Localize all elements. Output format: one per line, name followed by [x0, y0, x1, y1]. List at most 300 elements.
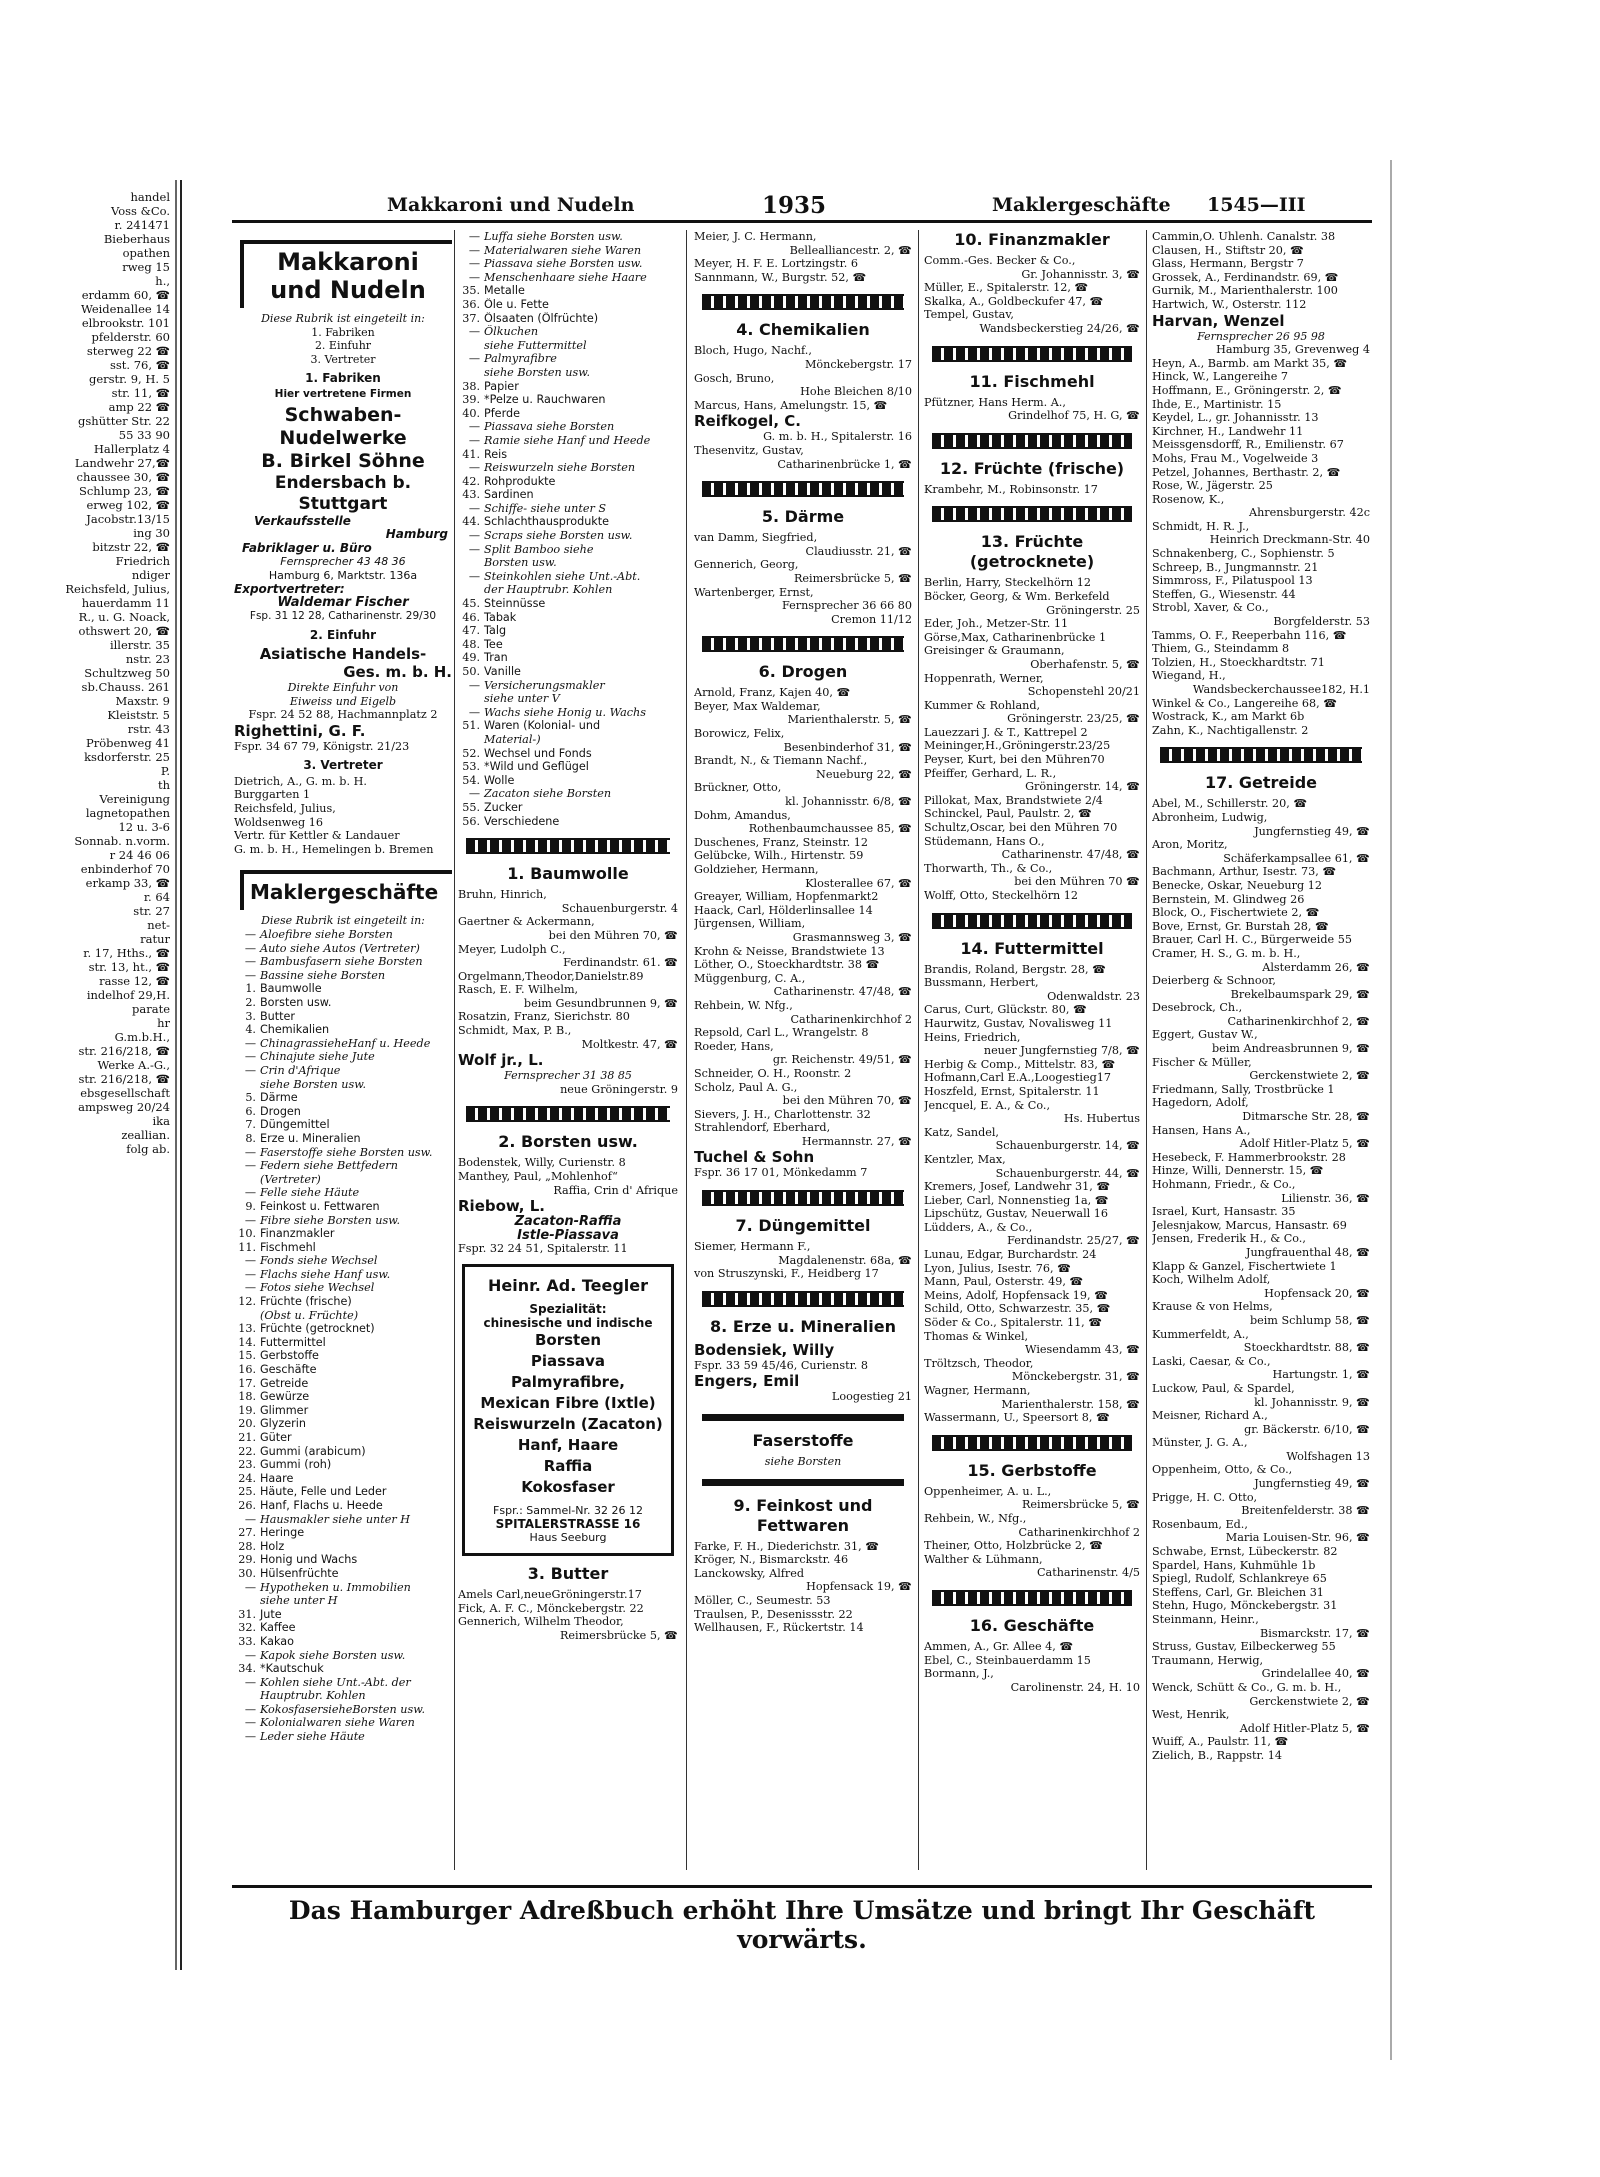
category-label: siehe Borsten usw. [484, 365, 590, 379]
category-number: — [244, 1580, 256, 1594]
category-item [234, 996, 452, 1010]
list-entry: Meyer, Ludolph C., [458, 942, 566, 956]
category-item [458, 815, 678, 829]
category-item [458, 420, 678, 434]
text-line: r 24 46 06 [109, 848, 170, 862]
fischer-name: Waldemar Fischer [277, 595, 409, 611]
category-item [234, 928, 452, 942]
category-item [234, 1513, 452, 1527]
list-entry: Rose, W., Jägerstr. 25 [1152, 479, 1273, 493]
list-entry: Thiem, G., Steindamm 8 [1152, 642, 1290, 656]
header-year: 1935 [762, 192, 827, 219]
list-entry: Müggenburg, C. A., [694, 971, 806, 985]
text-line: Hanf, Haare [517, 1436, 619, 1455]
list-entry: Catharinenkirchhof 2, ☎ [1227, 1014, 1370, 1028]
category-label: Material-) [484, 732, 541, 746]
category-number: 47. [462, 624, 480, 638]
list-entry: Bachmann, Arthur, Isestr. 73, ☎ [1152, 865, 1337, 879]
list-entry: Gröningerstr. 25 [1046, 603, 1140, 617]
list-entry: Brekelbaumspark 29, ☎ [1230, 987, 1370, 1001]
text-line: h., [155, 274, 170, 288]
list-entry: Sannmann, W., Burgstr. 52, ☎ [694, 270, 867, 284]
category-label: Drogen [260, 1104, 301, 1118]
text-line: r. 64 [143, 890, 170, 904]
category-item [234, 1241, 452, 1255]
category-number: 41. [462, 447, 480, 461]
list-entry: Claudiusstr. 21, ☎ [805, 544, 912, 558]
text-line: Friedrich [115, 554, 170, 568]
category-number: 16. [238, 1363, 256, 1377]
text-line: 1. Fabriken [311, 325, 375, 339]
text-line: ksdorferstr. 25 [84, 750, 170, 764]
category-item [458, 298, 678, 312]
category-label: Glyzerin [260, 1417, 306, 1431]
text-line: Mexican Fibre (Ixtle) [480, 1394, 656, 1413]
text-line: str. 216/218, ☎ [78, 1044, 170, 1058]
category-number: 49. [462, 651, 480, 665]
category-item [234, 1390, 452, 1404]
category-number: 55. [462, 800, 480, 814]
text-line: r. 17, Hths., ☎ [83, 946, 170, 960]
text-line: R., u. G. Noack, [78, 610, 170, 624]
category-number: 33. [238, 1634, 256, 1648]
section-fischmehl-title: 11. Fischmehl [969, 371, 1095, 391]
list-entry: Siemer, Hermann F., [694, 1240, 811, 1254]
category-label: Kaffee [260, 1621, 296, 1635]
category-number: 32. [238, 1621, 256, 1635]
category-number: — [244, 1145, 256, 1159]
category-number: 14. [238, 1335, 256, 1349]
category-item [234, 1132, 452, 1146]
list-entry: Bismarckstr. 17, ☎ [1260, 1626, 1370, 1640]
category-label: *Kautschuk [260, 1662, 324, 1676]
category-label: Crin d'Afrique [260, 1063, 341, 1077]
category-number: 54. [462, 773, 480, 787]
list-entry: Manthey, Paul, „Mohlenhof“ [458, 1170, 618, 1184]
list-entry: Marcus, Hans, Amelungstr. 15, ☎ [694, 398, 888, 412]
ornament-divider [466, 838, 670, 854]
list-entry: Schmidt, H. R. J., [1152, 519, 1250, 533]
column-divider [454, 230, 455, 1870]
text-line: rweg 15 [122, 260, 170, 274]
list-entry: Grindelhof 75, H. G, ☎ [1008, 409, 1140, 423]
category-label: Zacaton siehe Borsten [484, 787, 612, 801]
category-item [458, 461, 678, 475]
makler-box-title: Maklergeschäfte [250, 880, 439, 905]
list-entry: Pfeiffer, Gerhard, L. R., [924, 766, 1057, 780]
teegler-building: Haus Seeburg [529, 1531, 607, 1545]
category-number: 42. [462, 474, 480, 488]
category-number: 30. [238, 1566, 256, 1580]
category-item [234, 1227, 452, 1241]
list-entry: Hoffmann, E., Gröningerstr. 2, ☎ [1152, 383, 1342, 397]
category-item [234, 1526, 452, 1540]
schwaben-phone: Fernsprecher 43 48 36 [280, 555, 406, 569]
category-item [458, 597, 678, 611]
category-label: Pferde [484, 406, 520, 420]
list-entry: Gosch, Bruno, [694, 371, 775, 385]
list-entry: Gaertner & Ackermann, [458, 915, 595, 929]
list-entry: Tamms, O. F., Reeperbahn 116, ☎ [1152, 628, 1347, 642]
list-entry: Bodenstek, Willy, Curienstr. 8 [458, 1156, 626, 1170]
borsten-list [458, 1156, 678, 1197]
category-number: 8. [245, 1131, 256, 1145]
category-number: 45. [462, 597, 480, 611]
section-gerbstoffe-title: 15. Gerbstoffe [967, 1460, 1097, 1480]
list-entry: Greisinger & Graumann, [924, 644, 1065, 658]
text-line: Sonnab. n.vorm. [74, 834, 170, 848]
category-label: Tran [484, 651, 508, 665]
list-entry: Hermannstr. 27, ☎ [801, 1134, 912, 1148]
list-entry: Oppenheimer, A. u. L., [924, 1484, 1052, 1498]
list-entry: Fischer & Müller, [1152, 1055, 1252, 1069]
list-entry: Grasmannsweg 3, ☎ [792, 930, 912, 944]
list-entry: Dohm, Amandus, [694, 808, 791, 822]
column-4 [924, 230, 1140, 1870]
list-entry: Rosatzin, Franz, Sierichstr. 80 [458, 1010, 630, 1024]
category-label: Bambusfasern siehe Borsten [260, 955, 423, 969]
category-item [458, 312, 678, 326]
category-number: — [468, 705, 480, 719]
list-entry: West, Henrik, [1152, 1708, 1230, 1722]
list-entry: Schauenburgerstr. 4 [561, 901, 678, 915]
category-label: Leder siehe Häute [260, 1730, 365, 1744]
righettini-name: Righettini, G. F. [234, 721, 366, 740]
scan-edge [1390, 160, 1392, 2060]
category-number: — [468, 461, 480, 475]
category-label: Futtermittel [260, 1335, 326, 1349]
category-label: Ölkuchen [484, 325, 539, 339]
list-entry: Catharinenstr. 4/5 [1036, 1566, 1140, 1580]
category-label: Heringe [260, 1526, 305, 1540]
category-label: Waren (Kolonial- und [484, 719, 601, 733]
list-entry: Brandt, N., & Tiemann Nachf., [694, 754, 868, 768]
text-line: Reichsfeld, Julius, [234, 802, 336, 816]
list-entry: Kröger, N., Bismarckstr. 46 [694, 1553, 849, 1567]
verkaufsstelle-label: Verkaufsstelle [254, 513, 351, 528]
category-number: — [468, 325, 480, 339]
category-item [234, 1581, 452, 1595]
category-label: Flachs siehe Hanf usw. [260, 1267, 391, 1281]
list-entry: Gröningerstr. 14, ☎ [1025, 780, 1140, 794]
header-right-title: Maklergeschäfte [992, 194, 1171, 216]
list-entry: Catharinenbrücke 1, ☎ [777, 457, 912, 471]
reifkogel-name: Reifkogel, C. [694, 412, 801, 431]
category-item [234, 1186, 452, 1200]
wolf-address: neue Gröningerstr. 9 [560, 1082, 678, 1096]
category-label: Aloefibre siehe Borsten [260, 928, 393, 942]
category-label: Kapok siehe Borsten usw. [260, 1648, 406, 1662]
list-entry: Breitenfelderstr. 38 ☎ [1241, 1504, 1370, 1518]
category-item [234, 1010, 452, 1024]
list-entry: Spiegl, Rudolf, Schlankreye 65 [1152, 1572, 1327, 1586]
list-entry: Thesenvitz, Gustav, [694, 443, 804, 457]
category-item [234, 1472, 452, 1486]
list-entry: Kremers, Josef, Landwehr 31, ☎ [924, 1180, 1111, 1194]
list-entry: Görse,Max, Catharinenbrücke 1 [924, 630, 1107, 644]
list-entry: Stehn, Hugo, Mönckebergstr. 31 [1152, 1599, 1338, 1613]
ornament-divider [702, 1190, 904, 1206]
list-entry: Tröltzsch, Theodor, [924, 1356, 1034, 1370]
fischer-phone: Fsp. 31 12 28, Catharinenstr. 29/30 [249, 609, 437, 622]
butter-list-cont [694, 230, 912, 284]
list-entry: Scholz, Paul A. G., [694, 1080, 798, 1094]
category-item [458, 284, 678, 298]
category-label: Hanf, Flachs u. Heede [260, 1498, 383, 1512]
category-item [234, 1540, 452, 1554]
section-futtermittel-title: 14. Futtermittel [960, 938, 1104, 958]
category-item [234, 1485, 452, 1499]
section-baumwolle-title: 1. Baumwolle [507, 864, 629, 884]
asiatische-desc-1: Direkte Einfuhr von [287, 680, 399, 694]
futtermittel-list [924, 963, 1140, 1425]
list-entry: Hofmann,Carl E.A.,Loogestieg17 [924, 1071, 1112, 1085]
list-entry: Israel, Kurt, Hansastr. 35 [1152, 1205, 1296, 1219]
feinkost-list [694, 1540, 912, 1635]
category-number: — [244, 1702, 256, 1716]
category-item [234, 955, 452, 969]
category-number: — [244, 1213, 256, 1227]
faserstoffe-ref: siehe Borsten [764, 1455, 842, 1469]
list-entry: Zahn, K., Nachtigallenstr. 2 [1152, 723, 1309, 737]
category-number: — [244, 941, 256, 955]
category-item [234, 1091, 452, 1105]
category-label: Chinajute siehe Jute [260, 1050, 375, 1064]
category-label: Gummi (arabicum) [260, 1444, 366, 1458]
list-entry: Sievers, J. H., Charlottenstr. 32 [694, 1107, 871, 1121]
text-line: Burggarten 1 [234, 788, 311, 802]
category-number: 31. [238, 1607, 256, 1621]
category-item [234, 1064, 452, 1078]
category-label: Rohprodukte [484, 474, 556, 488]
category-item [458, 380, 678, 394]
text-line: 55 33 90 [118, 428, 170, 442]
bodensiek-name: Bodensiek, Willy [694, 1340, 835, 1359]
list-entry: Möller, C., Seumestr. 53 [694, 1594, 831, 1607]
category-number: 29. [238, 1553, 256, 1567]
ornament-divider [932, 913, 1132, 929]
category-number: 20. [238, 1417, 256, 1431]
category-label: Feinkost u. Fettwaren [260, 1199, 380, 1213]
list-entry: Catharinenstr. 47/48, ☎ [1001, 848, 1140, 862]
category-number: 1. [245, 982, 256, 996]
category-item [234, 1349, 452, 1363]
wolf-phone: Fernsprecher 31 38 85 [504, 1069, 632, 1083]
category-item [458, 529, 678, 543]
harvan-address: Hamburg 35, Grevenweg 4 [1216, 343, 1370, 357]
category-label: Baumwolle [260, 982, 322, 996]
list-entry: Haack, Carl, Hölderlinsallee 14 [694, 903, 873, 917]
category-item [458, 733, 678, 747]
list-entry: Hesebeck, F. Hammerbrookstr. 28 [1152, 1150, 1346, 1164]
category-label: Tee [484, 637, 503, 651]
ornament-divider [702, 481, 904, 497]
section-chemikalien-title: 4. Chemikalien [736, 320, 870, 340]
fruechte-getrocknet-list [924, 576, 1140, 902]
category-item [458, 515, 678, 529]
list-entry: Klapp & Ganzel, Fischertwiete 1 [1152, 1259, 1337, 1273]
category-item [458, 244, 678, 258]
category-number: — [244, 1159, 256, 1173]
category-item [458, 570, 678, 584]
category-number: 51. [462, 719, 480, 733]
category-label: Getreide [260, 1376, 309, 1390]
list-entry: Jungfernstieg 49, ☎ [1254, 1477, 1370, 1491]
category-number: — [244, 928, 256, 942]
list-entry: Hopfensack 20, ☎ [1264, 1286, 1370, 1300]
category-number: 15. [238, 1349, 256, 1363]
category-label: Chemikalien [260, 1023, 330, 1037]
rubric-intro: Diese Rubrik ist eingeteilt in: [261, 312, 425, 325]
makkaroni-box-header [240, 240, 452, 308]
category-item [234, 982, 452, 996]
list-entry: Hagedorn, Adolf, [1152, 1096, 1249, 1110]
category-item [234, 1458, 452, 1472]
category-item [234, 1037, 452, 1051]
category-label: siehe Borsten usw. [260, 1077, 366, 1091]
category-item [234, 1417, 452, 1431]
category-label: Honig und Wachs [260, 1553, 358, 1567]
category-label: Split Bamboo siehe [484, 542, 594, 556]
list-entry: Mohs, Frau M., Vogelweide 3 [1152, 451, 1319, 465]
list-entry: Meyer, H. F. E. Lortzingstr. 6 [694, 257, 858, 271]
list-entry: Lanckowsky, Alfred [694, 1566, 805, 1580]
list-entry: Krohn & Neisse, Brandstwiete 13 [694, 944, 885, 958]
category-number: 24. [238, 1471, 256, 1485]
category-item [458, 611, 678, 625]
list-entry: Struss, Gustav, Eilbeckerweg 55 [1152, 1640, 1336, 1654]
category-item [458, 339, 678, 353]
list-entry: Thomas & Winkel, [924, 1329, 1029, 1343]
category-label: Federn siehe Bettfedern [260, 1159, 398, 1173]
text-line: zeallian. [121, 1128, 170, 1142]
list-entry: Petzel, Johannes, Berthastr. 2, ☎ [1152, 465, 1341, 479]
list-entry: Desebrock, Ch., [1152, 1001, 1243, 1015]
list-entry: Hinze, Willi, Dennerstr. 15, ☎ [1152, 1164, 1324, 1178]
section-duengemittel-title: 7. Düngemittel [735, 1216, 871, 1236]
list-entry: G. m. b. H., Spitalerstr. 16 [763, 430, 912, 444]
category-number: 56. [462, 814, 480, 828]
list-entry: Keydel, L., gr. Johannisstr. 13 [1152, 411, 1319, 425]
category-label: Gerbstoffe [260, 1349, 319, 1363]
teegler-spezialitaet: Spezialität: [529, 1302, 607, 1316]
list-entry: Heyn, A., Barmb. am Markt 35, ☎ [1152, 356, 1348, 370]
ornament-divider [932, 506, 1132, 522]
category-number: 53. [462, 760, 480, 774]
list-entry: bei den Mühren 70, ☎ [782, 1094, 912, 1108]
text-line: pfelderstr. 60 [91, 330, 170, 344]
list-entry: Jensen, Frederik H., & Co., [1152, 1232, 1306, 1246]
column-5 [1152, 230, 1370, 1870]
list-entry: Traumann, Herwig, [1152, 1653, 1264, 1667]
section-faserstoffe-title: Faserstoffe [752, 1431, 854, 1451]
category-item [458, 719, 678, 733]
section-einfuhr-title: 2. Einfuhr [309, 628, 377, 643]
category-label: Gewürze [260, 1390, 310, 1404]
category-label: Bassine siehe Borsten [260, 968, 386, 982]
list-entry: Tolzien, H., Stoeckhardtstr. 71 [1152, 655, 1325, 669]
list-entry: Clausen, H., Stiftstr 20, ☎ [1152, 243, 1304, 257]
text-line: Vereinigung [99, 792, 170, 806]
category-item [234, 969, 452, 983]
section-butter-title: 3. Butter [527, 1563, 609, 1583]
category-item [458, 665, 678, 679]
category-label: Hülsenfrüchte [260, 1566, 339, 1580]
list-entry: Duschenes, Franz, Steinstr. 12 [694, 835, 868, 849]
list-entry: Strobl, Xaver, & Co., [1152, 601, 1269, 615]
text-line: Hallerplatz 4 [93, 442, 170, 456]
category-label: Piassava siehe Borsten [484, 420, 615, 434]
teegler-chin-ind: chinesische und indische [483, 1315, 653, 1330]
text-line: Pröbenweg 41 [85, 736, 170, 750]
vertreter-list [234, 775, 452, 857]
category-number: 50. [462, 665, 480, 678]
category-number: 39. [462, 393, 480, 407]
category-label: Fotos siehe Wechsel [260, 1281, 375, 1295]
category-item [234, 1214, 452, 1228]
category-number: — [468, 230, 480, 243]
list-entry: Hoppenrath, Werner, [924, 671, 1044, 685]
category-label: Früchte (frische) [260, 1295, 352, 1309]
engers-address: Loogestieg 21 [831, 1390, 912, 1404]
list-entry: Lieber, Carl, Nonnenstieg 1a, ☎ [924, 1193, 1109, 1207]
category-number: 52. [462, 746, 480, 760]
category-item [458, 271, 678, 285]
category-item [458, 488, 678, 502]
section-fabriken-title: 1. Fabriken [305, 371, 381, 386]
list-entry: Laski, Caesar, & Co., [1152, 1354, 1271, 1368]
category-number: — [244, 1648, 256, 1662]
list-entry: Thorwarth, Th., & Co., [924, 861, 1053, 875]
category-item [234, 1635, 452, 1649]
text-line: handel [130, 190, 170, 204]
category-item [458, 692, 678, 706]
finanzmakler-list [924, 254, 1140, 336]
list-entry: Adolf Hitler-Platz 5, ☎ [1239, 1721, 1370, 1735]
list-entry: bei den Mühren 70 ☎ [1014, 875, 1140, 889]
previous-page-text [0, 190, 170, 1156]
category-number: — [468, 542, 480, 556]
category-label: *Pelze u. Rauchwaren [484, 393, 606, 407]
list-entry: gr. Reichenstr. 49/51, ☎ [772, 1053, 912, 1067]
category-item [458, 638, 678, 652]
column-divider [1146, 230, 1147, 1870]
columns [232, 230, 1372, 1870]
list-entry: Cramer, H. S., G. m. b. H., [1152, 946, 1301, 960]
category-item [234, 1309, 452, 1323]
list-entry: Oppenheim, Otto, & Co., [1152, 1463, 1293, 1477]
category-label: Sardinen [484, 488, 534, 502]
list-entry: Prigge, H. C. Otto, [1152, 1490, 1258, 1504]
category-label: Metalle [484, 284, 525, 298]
category-number: 23. [238, 1458, 256, 1472]
category-number: — [468, 678, 480, 692]
category-number: 5. [245, 1091, 256, 1105]
category-label: Güter [260, 1431, 292, 1444]
category-label: Haare [260, 1471, 294, 1485]
list-entry: Lipschütz, Gustav, Neuerwall 16 [924, 1207, 1109, 1221]
category-number: 44. [462, 515, 480, 529]
category-label: Fischmehl [260, 1240, 316, 1254]
text-line: sst. 76, ☎ [109, 358, 170, 372]
list-entry: Wassermann, U., Speersort 8, ☎ [924, 1411, 1110, 1425]
category-number: 3. [245, 1009, 256, 1023]
getreide-list [1152, 797, 1370, 1762]
category-item [234, 1621, 452, 1635]
list-entry: Söder & Co., Spitalerstr. 11, ☎ [924, 1316, 1103, 1330]
category-label: der Hauptrubr. Kohlen [484, 583, 613, 597]
list-entry: Schauenburgerstr. 44, ☎ [995, 1166, 1140, 1180]
